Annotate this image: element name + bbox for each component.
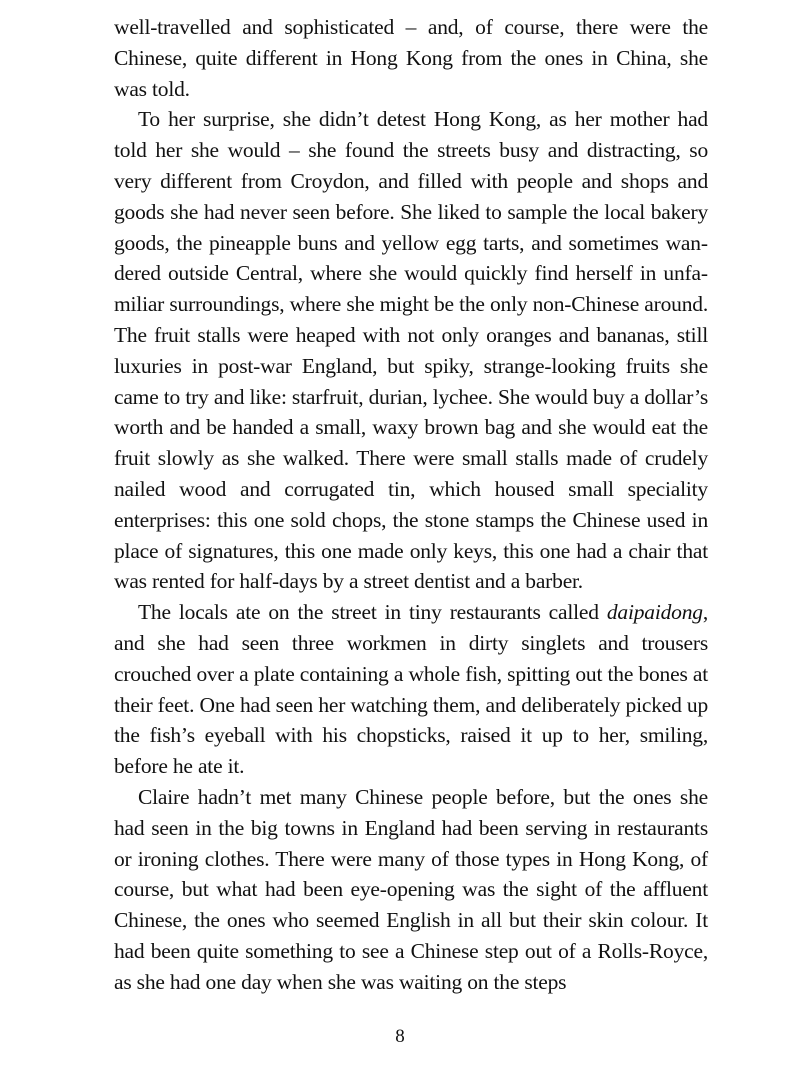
paragraph-1: well-travelled and sophisticated – and, of course, there were the Chinese, quite different in Hong Kong from the ones in China, she was told. xyxy=(114,15,708,101)
paragraph-3 xyxy=(114,597,708,782)
page-number: 8 xyxy=(395,1026,405,1047)
paragraph-2: To her surprise, she didn’t detest Hong Kong, as her mother had told her she would – she found the streets busy and distracting, so very different from Croydon, and filled with people and shops and goods she had never seen before. She liked to sample the local bakery goods, the pineapple buns and yellow egg tarts, and sometimes wandered outside Central, where she would quickly find herself in unfamiliar surroundings, where she might be the only non-Chinese around. The fruit stalls were heaped with not only oranges and bananas, still luxuries in post-war England, but spiky, strange-looking fruits she came to try and like: starfruit, durian, lychee. She would buy a dollar’s worth and be handed a small, waxy brown bag and she would eat the fruit slowly as she walked. There were small stalls made of crudely nailed wood and corrugated tin, which housed small speciality enterprises: this one sold chops, the stone stamps the Chinese used in place of signatures, this one made only keys, this one had a chair that was rented for half-days by a street dentist and a barber. xyxy=(114,107,708,594)
page-body xyxy=(114,12,708,998)
italic-term: daipaidong xyxy=(606,600,703,625)
paragraph-4: Claire hadn’t met many Chinese people before, but the ones she had seen in the big towns in England had been serving in restaurants or ironing clothes. There were many of those types in Hong Kong, of course, but what had been eye-opening was the sight of the affluent Chinese, the ones who seemed English in all but their skin colour. It had been quite something to see a Chinese step out of a Rolls-Royce, as she had one day when she was waiting on the steps xyxy=(114,784,708,994)
paragraph-3-start: The locals ate on the street in tiny restaurants called xyxy=(138,600,607,625)
paragraph-3-end: , and she had seen three workmen in dirty singlets and trousers crouched over a plate containing a whole fish, spitting out the bones at their feet. One had seen her watching them, and deliberately picked up the fish’s eyeball with his chopsticks, raised it up to her, smiling, before he ate it. xyxy=(114,600,708,779)
